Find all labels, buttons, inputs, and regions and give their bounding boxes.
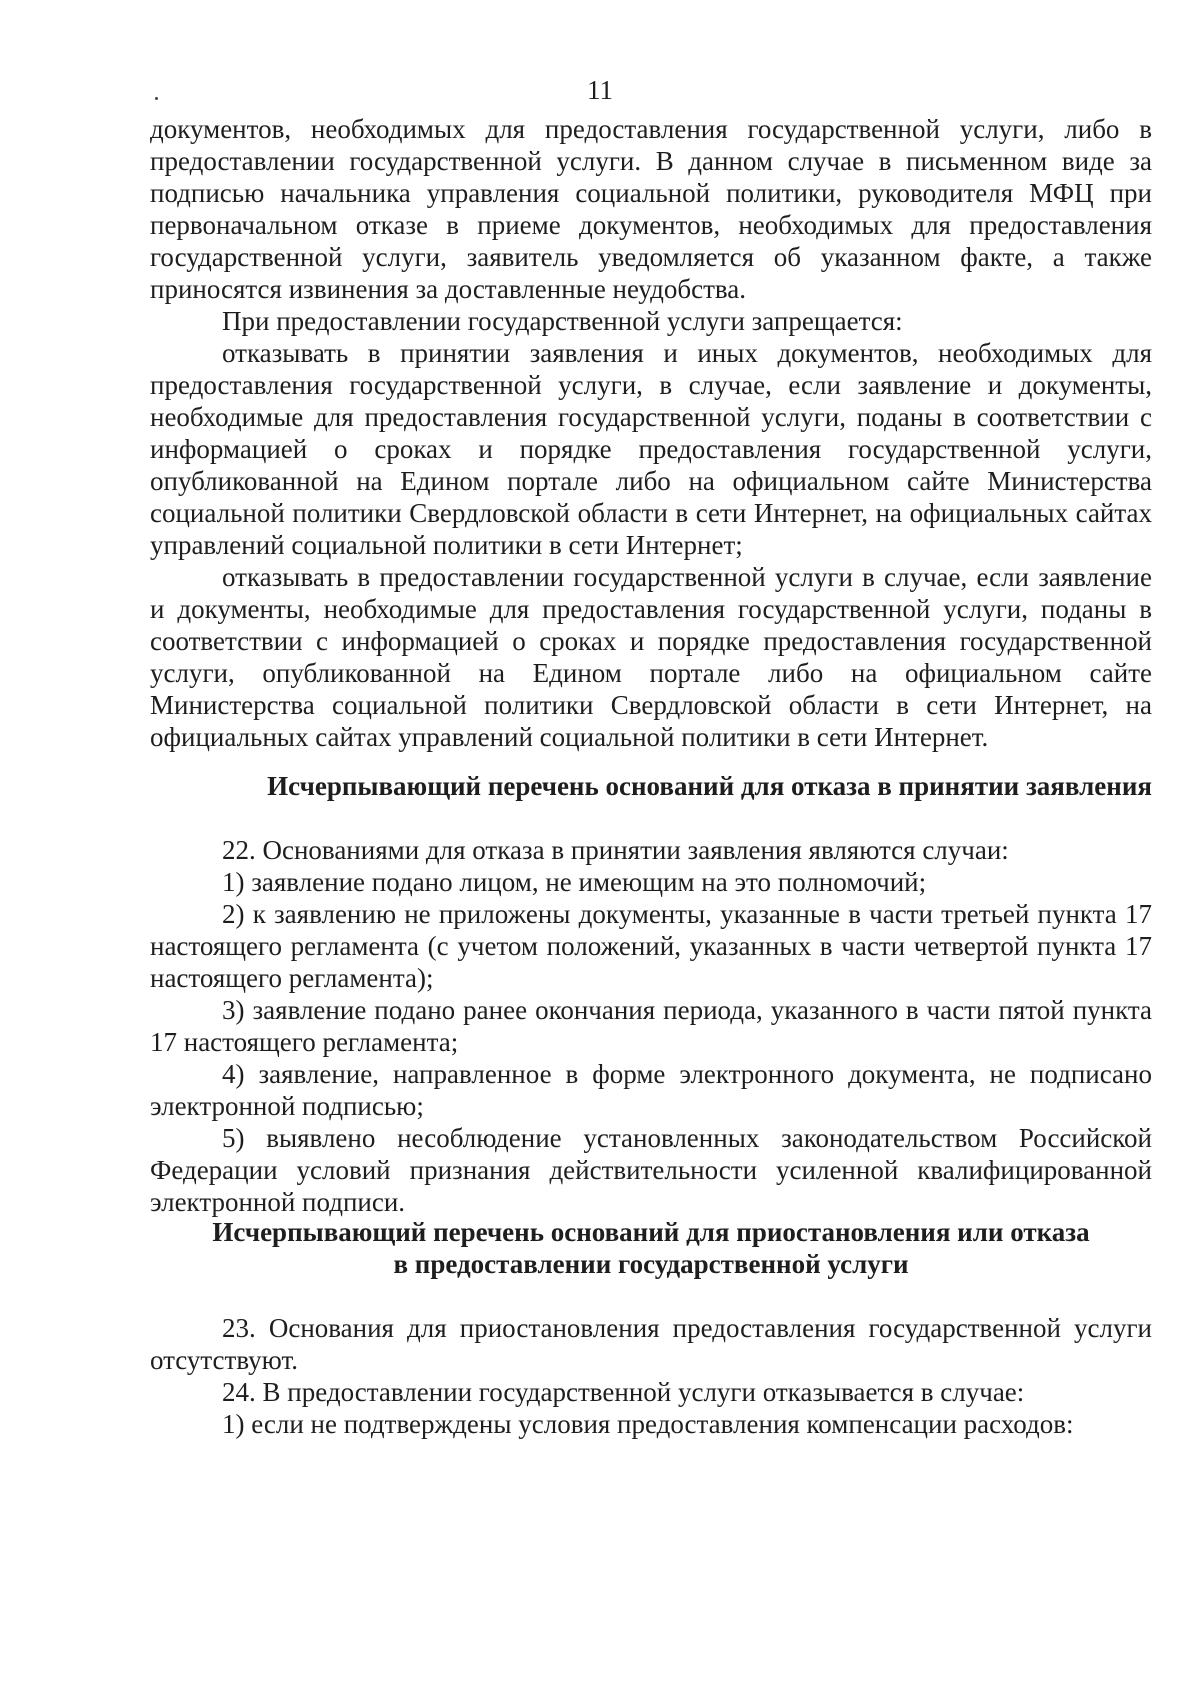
section-heading-suspension-refusal [150,1216,1152,1280]
section-heading-refusal-acceptance: Исчерпывающий перечень оснований для отказа в принятии заявления [267,771,1152,801]
list-item-2: 2) к заявлению не приложены документы, указанные в части третьей пункта 17 настоящего регламента (с учетом положений, указанных в части четвертой пункта 17 настоящего регламента); [150,899,1152,993]
page-number: 11 [587,75,613,105]
heading-line-2: в предоставлении государственной услуги [393,1249,909,1279]
paragraph-prohibition-1: отказывать в принятии заявления и иных документов, необходимых для предоставления государственной услуги, в случае, если заявление и документы, необходимые для предоставления государственной услуги, поданы в соответствии с информацией о сроках и порядке предоставления государственной услуги, опубликованной на Едином портале либо на официальном сайте Министерства социальной политики Свердловской области в сети Интернет, на официальных сайтах управлений социальной политики в сети Интернет; [150,338,1152,560]
list-item-1: 1) заявление подано лицом, не имеющим на это полномочий; [222,867,927,897]
list-item-3: 3) заявление подано ранее окончания периода, указанного в части пятой пункта 17 настоящего регламента; [150,995,1152,1057]
paragraph-prohibition-2: отказывать в предоставлении государственной услуги в случае, если заявление и документы, необходимые для предоставления государственной услуги, поданы в соответствии с информацией о сроках и порядке предоставления государственной услуги, опубликованной на Едином портале либо на официальном сайте Министерства социальной политики Свердловской области в сети Интернет, на официальных сайтах управлений социальной политики в сети Интернет. [150,562,1152,752]
text-block-grounds-acceptance [150,834,1152,1218]
paragraph-24: 24. В предоставлении государственной услуги отказывается в случае: [222,1377,1025,1407]
list-item-4: 4) заявление, направленное в форме электронного документа, не подписано электронной подписью; [150,1059,1152,1121]
list-item-24-1: 1) если не подтверждены условия предоставления компенсации расходов: [222,1409,1074,1439]
paragraph-continuation: документов, необходимых для предоставления государственной услуги, либо в предоставлении государственной услуги. В данном случае в письменном виде за подписью начальника управления социальной политики, руководителя МФЦ при первоначальном отказе в приеме документов, необходимых для предоставления государственной услуги, заявитель уведомляется об указанном факте, а также приносятся извинения за доставленные неудобства. [150,114,1152,304]
list-item-5: 5) выявлено несоблюдение установленных законодательством Российской Федерации условий признания действительности усиленной квалифицированной электронной подписи. [150,1123,1152,1217]
text-block-intro [150,113,1152,753]
heading-line-1: Исчерпывающий перечень оснований для приостановления или отказа [212,1217,1090,1247]
scan-artifact-dot [155,97,158,100]
paragraph-prohibited-intro: При предоставлении государственной услуги запрещается: [222,306,903,336]
text-block-suspension [150,1312,1152,1440]
paragraph-23: 23. Основания для приостановления предоставления государственной услуги отсутствуют. [150,1313,1152,1375]
paragraph-22: 22. Основаниями для отказа в принятии заявления являются случаи: [222,835,1009,865]
